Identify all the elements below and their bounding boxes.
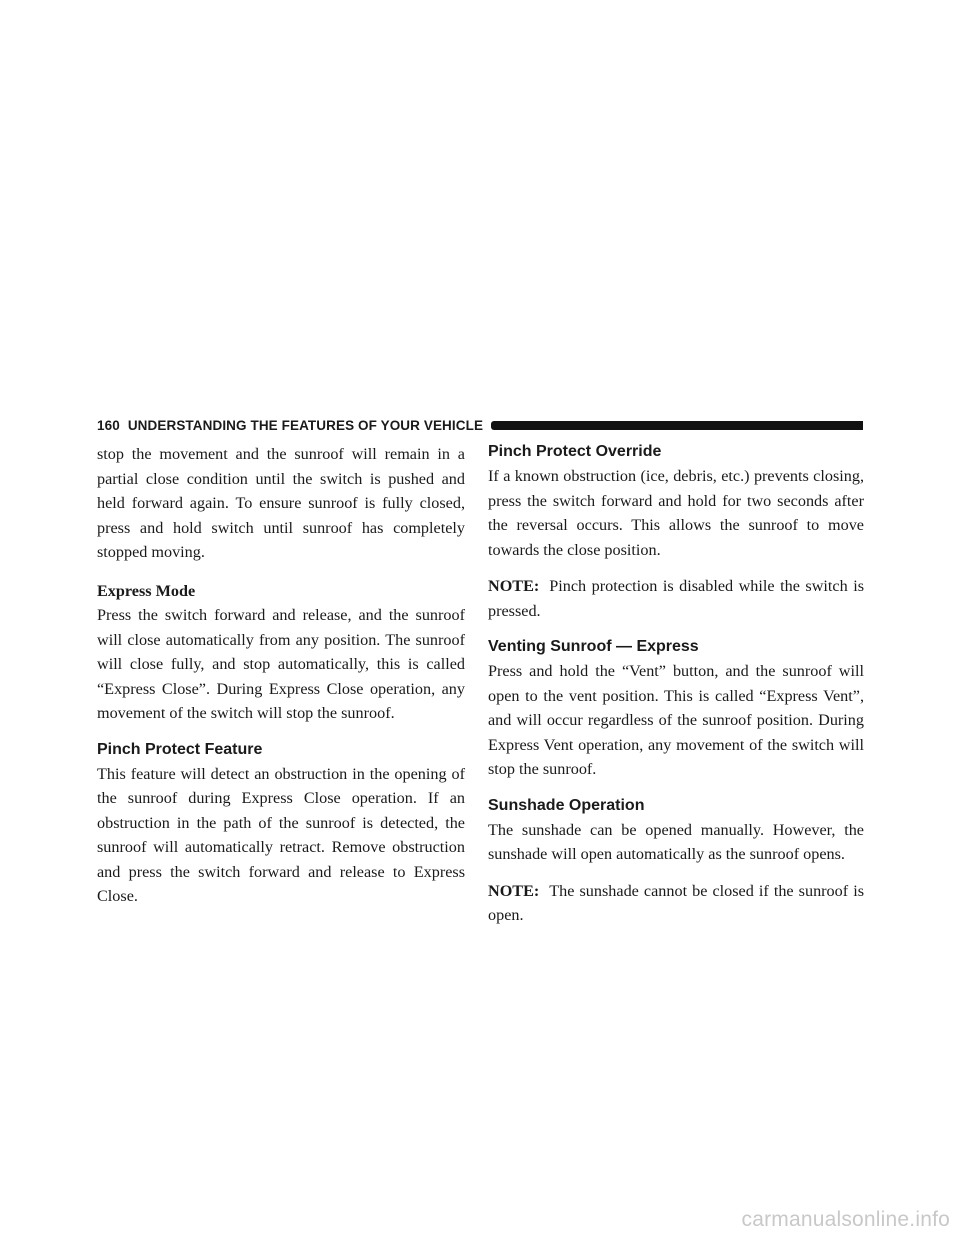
note-text: The sunshade cannot be closed if the sunroof is open. — [488, 881, 864, 924]
venting-sunroof-paragraph: Press and hold the “Vent” button, and the sunroof will open to the vent position. This is called “Express Vent”, and will occur regardless of the sunroof position. During Express Vent operation, any movement of the switch will stop the sunroof. — [488, 662, 864, 778]
note-sunshade — [488, 879, 864, 928]
page-number: 160 — [97, 417, 120, 433]
note-label: NOTE: — [488, 577, 540, 595]
express-mode-paragraph: Press the switch forward and release, and the sunroof will close automatically from any position. The sunroof will close fully, and stop automatically, this is called “Express Close”. During Express Close operation, any movement of the switch will stop the sunroof. — [97, 606, 465, 722]
venting-sunroof-heading: Venting Sunroof — Express — [488, 638, 699, 655]
sunshade-operation-paragraph: The sunshade can be opened manually. However, the sunshade will open automatically as the sunroof opens. — [488, 820, 864, 863]
sunshade-operation-heading: Sunshade Operation — [488, 796, 645, 814]
express-mode-heading: Express Mode — [97, 581, 196, 600]
header-rule — [491, 421, 863, 430]
pinch-protect-override-paragraph: If a known obstruction (ice, debris, etc.) prevents closing, press the switch forward and hold for two seconds after the reversal occurs. This allows the sunroof to move towards the close position. — [488, 467, 864, 559]
note-pinch-protection — [488, 574, 864, 623]
watermark: carmanualsonline.info — [741, 1208, 950, 1231]
section-title: UNDERSTANDING THE FEATURES OF YOUR VEHICLE — [127, 417, 484, 433]
pinch-protect-feature-paragraph: This feature will detect an obstruction in the opening of the sunroof during Express Close operation. If an obstruction in the path of the sunroof is detected, the sunroof will automatically retract. Remove obstruction and press the switch forward and release to Express Close. — [97, 764, 465, 905]
left-column — [97, 442, 465, 919]
intro-paragraph: stop the movement and the sunroof will remain in a partial close condition until the switch is pushed and held forward again. To ensure sunroof is fully closed, press and hold switch until sunroof has completely stopped moving. — [97, 445, 465, 561]
note-label: NOTE: — [488, 881, 540, 900]
page-header — [97, 415, 863, 435]
pinch-protect-override-heading: Pinch Protect Override — [488, 443, 662, 460]
note-text: Pinch protection is disabled while the switch is pressed. — [488, 577, 864, 620]
pinch-protect-feature-heading: Pinch Protect Feature — [97, 740, 263, 758]
right-column — [488, 442, 864, 938]
